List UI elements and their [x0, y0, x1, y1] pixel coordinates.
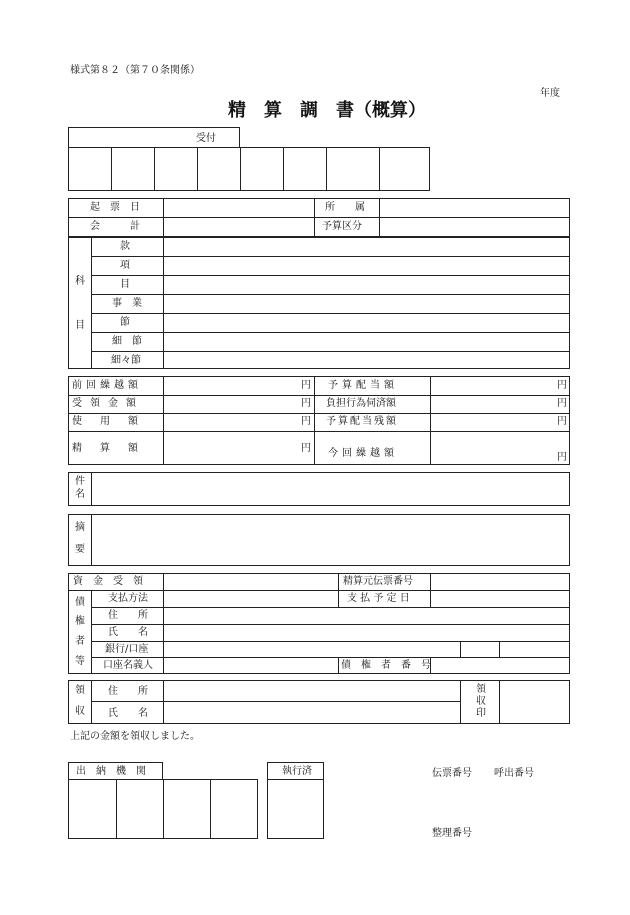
yen-unit: 円 — [301, 443, 311, 454]
kamoku-side-1: 科 — [75, 276, 85, 287]
ryoshu-side-1: 領 — [75, 685, 85, 696]
kamoku-moku-label: 目 — [120, 279, 130, 290]
kamoku-input-area[interactable] — [164, 238, 569, 368]
yosan-haito-zan-label: 予算配当残額 — [326, 416, 398, 427]
payee-side-3: 者 — [75, 636, 85, 647]
yen-unit: 円 — [557, 416, 567, 427]
seisan-gaku-label: 精算額 — [72, 443, 156, 454]
yosan-kubun-label: 予算区分 — [322, 221, 362, 232]
ryoshu-input-area[interactable] — [164, 681, 459, 723]
payee-name-field[interactable] — [164, 625, 569, 641]
yosan-haito-label: 予算配当額 — [328, 380, 398, 391]
amount-left-inputs[interactable] — [164, 377, 299, 464]
seisan-moto-denpyo-label: 精算元伝票番号 — [343, 576, 413, 587]
ryoshu-shimei-label: 氏 名 — [108, 708, 148, 719]
kihyo-date-label: 起 票 日 — [90, 202, 140, 213]
kamoku-side-2: 目 — [75, 320, 85, 331]
shozoku-field[interactable] — [380, 199, 569, 217]
seisan-moto-field[interactable] — [431, 574, 569, 590]
yobidashi-number-label: 呼出番号 — [494, 768, 534, 779]
shozoku-label: 所 属 — [325, 202, 365, 213]
yen-unit: 円 — [557, 452, 567, 463]
payee-side-2: 権 — [75, 616, 85, 627]
denpyo-number-label: 伝票番号 — [432, 768, 472, 779]
receipt-stamp-grid[interactable] — [68, 147, 430, 191]
page-title: 精 算 調 書（概算） — [228, 100, 426, 121]
kihyo-date-field[interactable] — [164, 199, 314, 217]
ryoshu-seal-box[interactable] — [500, 681, 569, 723]
yen-unit: 円 — [301, 416, 311, 427]
form-number: 様式第８２（第７０条関係） — [70, 65, 200, 76]
tekiyo-field[interactable] — [92, 515, 569, 565]
yosan-kubun-field[interactable] — [380, 218, 569, 236]
tekiyo-char-1: 摘 — [75, 522, 85, 533]
futan-koi-label: 負担行為伺済額 — [326, 398, 396, 409]
payee-side-1: 債 — [75, 597, 85, 608]
payee-address-field[interactable] — [164, 608, 569, 624]
shiharai-yotei-label: 支 払 予 定 日 — [347, 593, 410, 604]
kenmei-field[interactable] — [92, 473, 569, 505]
yen-unit: 円 — [557, 380, 567, 391]
suito-kikan-label: 出 納 機 関 — [76, 766, 146, 777]
ryoshu-in-label: 領 収 印 — [476, 684, 486, 719]
tekiyo-char-2: 要 — [75, 544, 85, 555]
kaikei-label: 会 計 — [90, 221, 140, 232]
ryoshu-side-2: 収 — [75, 706, 85, 717]
payee-shimei-label: 氏 名 — [108, 627, 148, 638]
payee-side-4: 等 — [75, 656, 85, 667]
shikin-juryo-field[interactable] — [164, 574, 337, 590]
fiscal-year-label: 年度 — [540, 88, 560, 99]
yen-unit: 円 — [557, 398, 567, 409]
konkai-kurikoshi-label: 今回繰越額 — [328, 448, 398, 459]
account-holder-label: 口座名義人 — [103, 660, 153, 671]
juryo-kingaku-label: 受領金額 — [72, 398, 144, 409]
shikko-label: 執行済 — [282, 766, 312, 777]
yen-unit: 円 — [301, 380, 311, 391]
kamoku-ko-label: 項 — [120, 260, 130, 271]
receipt-label: 受付 — [196, 133, 216, 144]
kamoku-jigyo-label: 事 業 — [112, 298, 142, 309]
ryoshu-jusho-label: 住 所 — [108, 686, 148, 697]
kenmei-char-1: 件 — [75, 476, 85, 487]
kaikei-field[interactable] — [164, 218, 314, 236]
saikensha-number-label: 債 権 者 番 号 — [341, 660, 431, 671]
kamoku-setsu-label: 節 — [120, 317, 130, 328]
zenkai-kurikoshi-label: 前回繰越額 — [72, 380, 142, 391]
payee-jusho-label: 住 所 — [108, 610, 148, 621]
receipt-note: 上記の金額を領収しました。 — [70, 731, 200, 742]
shiharai-hoho-label: 支払方法 — [108, 593, 148, 604]
bank-account-label: 銀行/口座 — [105, 644, 149, 655]
yen-unit: 円 — [301, 398, 311, 409]
kamoku-kan-label: 款 — [120, 241, 130, 252]
amount-right-inputs[interactable] — [431, 377, 555, 464]
shiyo-gaku-label: 使用額 — [72, 416, 156, 427]
kenmei-char-2: 名 — [75, 489, 85, 500]
seiri-number-label: 整理番号 — [432, 828, 472, 839]
shikin-juryo-label: 資 金 受 領 — [73, 576, 143, 587]
kamoku-saisetsu-label: 細 節 — [112, 336, 142, 347]
kamoku-saisaisetsu-label: 細々節 — [111, 355, 141, 366]
